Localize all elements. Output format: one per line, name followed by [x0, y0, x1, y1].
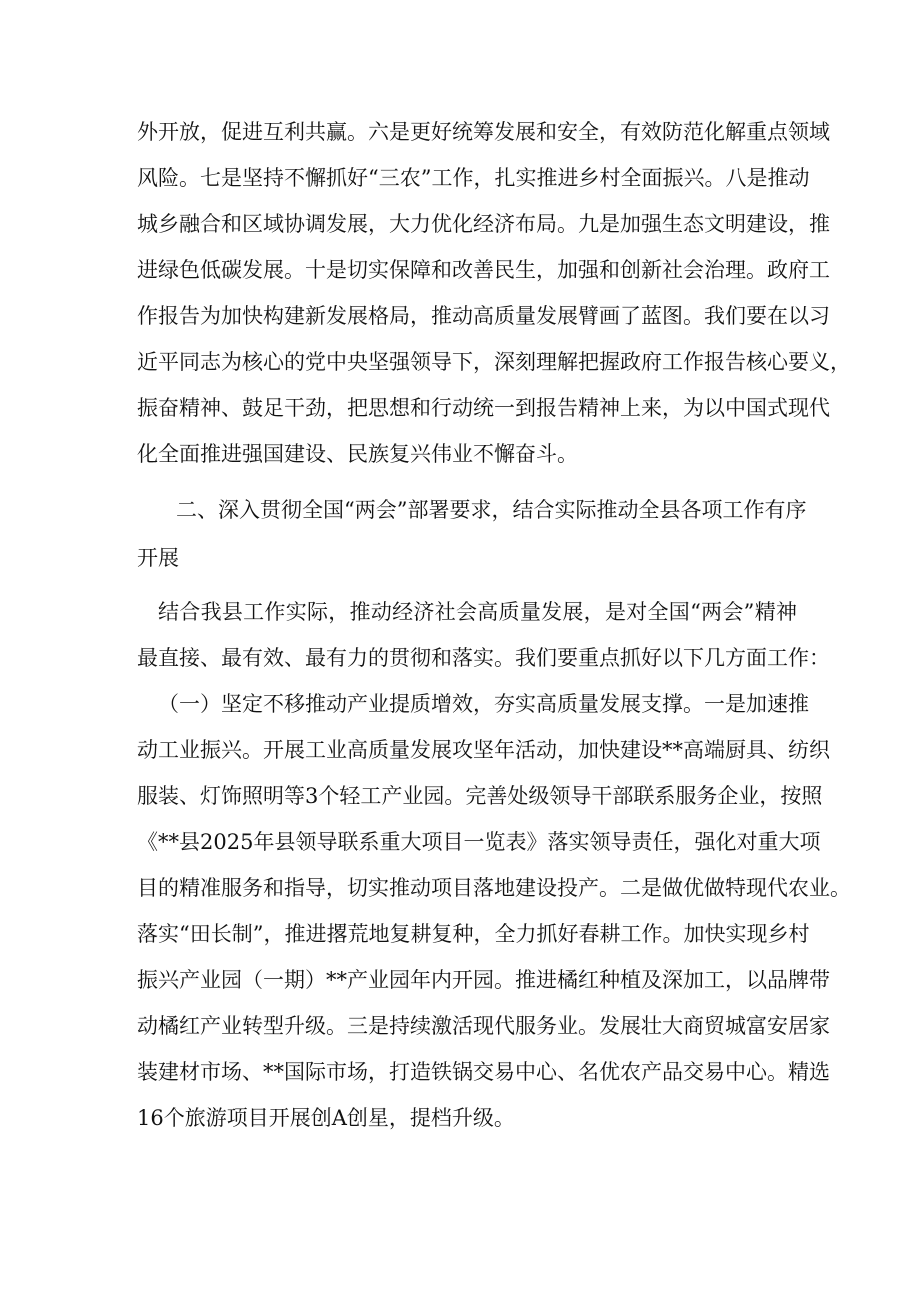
section-heading-line: 二、深入贯彻全国“两会”部署要求，结合实际推动全县各项工作有序: [176, 498, 807, 522]
paragraph-line: 外开放，促进互利共赢。六是更好统筹发展和安全，有效防范化解重点领域: [137, 120, 830, 144]
paragraph-line: 城乡融合和区域协调发展，大力优化经济布局。九是加强生态文明建设，推: [137, 212, 830, 236]
section-heading-line: 开展: [137, 546, 179, 570]
paragraph-line: 服装、灯饰照明等3个轻工产业园。完善处级领导干部联系服务企业，按照: [137, 784, 823, 808]
paragraph-line: 作报告为加快构建新发展格局，推动高质量发展臂画了蓝图。我们要在以习: [137, 304, 830, 328]
paragraph-line: 进绿色低碳发展。十是切实保障和改善民生，加强和创新社会治理。政府工: [137, 258, 830, 282]
paragraph-line: 风险。七是坚持不懈抓好“三农”工作，扎实推进乡村全面振兴。八是推动: [137, 166, 810, 190]
paragraph-line: 振奋精神、鼓足干劲，把思想和行动统一到报告精神上来，为以中国式现代: [137, 396, 830, 420]
paragraph-line: 装建材市场、**国际市场，打造铁锅交易中心、名优农产品交易中心。精选: [137, 1060, 830, 1084]
paragraph-line: （一）坚定不移推动产业提质增效，夯实高质量发展支撑。一是加速推: [158, 692, 809, 716]
paragraph-line: 结合我县工作实际，推动经济社会高质量发展，是对全国“两会”精神: [158, 600, 797, 624]
paragraph-line: 化全面推进强国建设、民族复兴伟业不懈奋斗。: [137, 442, 578, 466]
paragraph-line: 16个旅游项目开展创A创星，提档升级。: [137, 1106, 515, 1130]
paragraph-line: 振兴产业园（一期）**产业园年内开园。推进橘红种植及深加工，以品牌带: [137, 968, 830, 992]
paragraph-line: 近平同志为核心的党中央坚强领导下，深刻理解把握政府工作报告核心要义，: [137, 350, 851, 374]
paragraph-line: 落实“田长制”，推进撂荒地复耕复种，全力抓好春耕工作。加快实现乡村: [137, 922, 810, 946]
paragraph-line: 目的精准服务和指导，切实推动项目落地建设投产。二是做优做特现代农业。: [137, 876, 851, 900]
paragraph-line: 动工业振兴。开展工业高质量发展攻坚年活动，加快建设**高端厨具、纺织: [137, 738, 830, 762]
paragraph-line: 最直接、最有效、最有力的贯彻和落实。我们要重点抓好以下几方面工作：: [137, 646, 830, 670]
paragraph-line: 动橘红产业转型升级。三是持续激活现代服务业。发展壮大商贸城富安居家: [137, 1014, 830, 1038]
paragraph-line: 《**县2025年县领导联系重大项目一览表》落实领导责任，强化对重大项: [137, 830, 821, 854]
